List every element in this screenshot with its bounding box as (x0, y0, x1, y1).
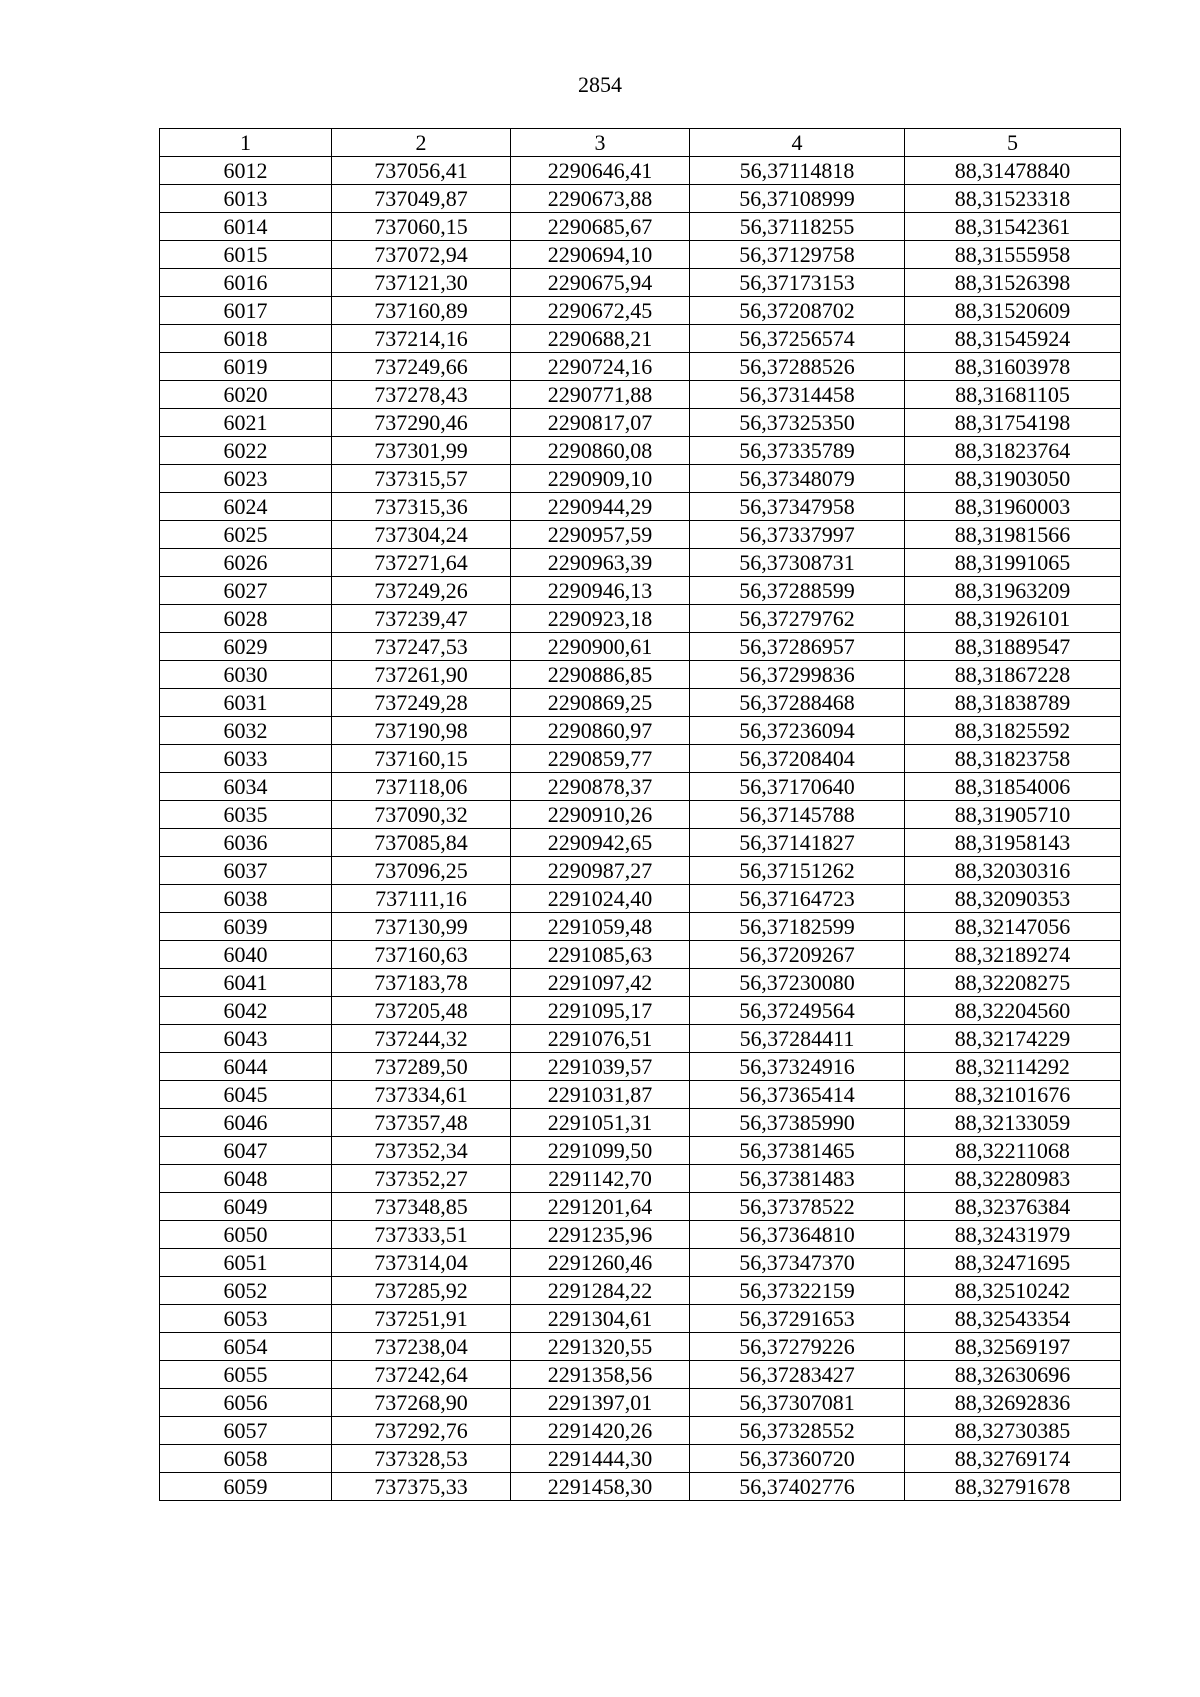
table-row (160, 549, 1121, 577)
table-row (160, 353, 1121, 381)
longitude-cell: 88,32204560 (905, 997, 1121, 1025)
table-row (160, 745, 1121, 773)
latitude-cell: 56,37308731 (690, 549, 905, 577)
x-coordinate-cell: 737060,15 (332, 213, 511, 241)
table-row (160, 269, 1121, 297)
point-number-cell: 6026 (160, 549, 332, 577)
table-row (160, 185, 1121, 213)
point-number-cell: 6019 (160, 353, 332, 381)
table-row (160, 521, 1121, 549)
x-coordinate-cell: 737239,47 (332, 605, 511, 633)
point-number-cell: 6056 (160, 1389, 332, 1417)
table-row (160, 829, 1121, 857)
latitude-cell: 56,37348079 (690, 465, 905, 493)
y-coordinate-cell: 2290672,45 (511, 297, 690, 325)
table-row (160, 241, 1121, 269)
latitude-cell: 56,37347370 (690, 1249, 905, 1277)
x-coordinate-cell: 737289,50 (332, 1053, 511, 1081)
y-coordinate-cell: 2290957,59 (511, 521, 690, 549)
y-coordinate-cell: 2291051,31 (511, 1109, 690, 1137)
table-row (160, 717, 1121, 745)
y-coordinate-cell: 2291085,63 (511, 941, 690, 969)
point-number-cell: 6021 (160, 409, 332, 437)
point-number-cell: 6046 (160, 1109, 332, 1137)
table-row (160, 1389, 1121, 1417)
longitude-cell: 88,32101676 (905, 1081, 1121, 1109)
table-row (160, 437, 1121, 465)
table-row (160, 773, 1121, 801)
table-row (160, 1221, 1121, 1249)
table-row (160, 1473, 1121, 1501)
point-number-cell: 6013 (160, 185, 332, 213)
point-number-cell: 6017 (160, 297, 332, 325)
x-coordinate-cell: 737249,28 (332, 689, 511, 717)
longitude-cell: 88,31960003 (905, 493, 1121, 521)
y-coordinate-cell: 2290685,67 (511, 213, 690, 241)
latitude-cell: 56,37279226 (690, 1333, 905, 1361)
point-number-cell: 6057 (160, 1417, 332, 1445)
latitude-cell: 56,37325350 (690, 409, 905, 437)
point-number-cell: 6050 (160, 1221, 332, 1249)
latitude-cell: 56,37236094 (690, 717, 905, 745)
x-coordinate-cell: 737049,87 (332, 185, 511, 213)
point-number-cell: 6016 (160, 269, 332, 297)
longitude-cell: 88,32030316 (905, 857, 1121, 885)
point-number-cell: 6045 (160, 1081, 332, 1109)
coordinates-table (159, 128, 1121, 1501)
point-number-cell: 6032 (160, 717, 332, 745)
x-coordinate-cell: 737072,94 (332, 241, 511, 269)
longitude-cell: 88,31981566 (905, 521, 1121, 549)
x-coordinate-cell: 737328,53 (332, 1445, 511, 1473)
x-coordinate-cell: 737357,48 (332, 1109, 511, 1137)
longitude-cell: 88,31823764 (905, 437, 1121, 465)
table-row (160, 493, 1121, 521)
latitude-cell: 56,37288526 (690, 353, 905, 381)
x-coordinate-cell: 737292,76 (332, 1417, 511, 1445)
x-coordinate-cell: 737278,43 (332, 381, 511, 409)
longitude-cell: 88,32569197 (905, 1333, 1121, 1361)
column-header-5: 5 (905, 129, 1121, 157)
y-coordinate-cell: 2290673,88 (511, 185, 690, 213)
table-header-row (160, 129, 1121, 157)
latitude-cell: 56,37284411 (690, 1025, 905, 1053)
x-coordinate-cell: 737301,99 (332, 437, 511, 465)
longitude-cell: 88,31478840 (905, 157, 1121, 185)
table-row (160, 1025, 1121, 1053)
longitude-cell: 88,32692836 (905, 1389, 1121, 1417)
longitude-cell: 88,32791678 (905, 1473, 1121, 1501)
x-coordinate-cell: 737290,46 (332, 409, 511, 437)
table-row (160, 1137, 1121, 1165)
x-coordinate-cell: 737315,36 (332, 493, 511, 521)
y-coordinate-cell: 2290869,25 (511, 689, 690, 717)
point-number-cell: 6022 (160, 437, 332, 465)
table-row (160, 1249, 1121, 1277)
y-coordinate-cell: 2290942,65 (511, 829, 690, 857)
latitude-cell: 56,37381483 (690, 1165, 905, 1193)
latitude-cell: 56,37170640 (690, 773, 905, 801)
latitude-cell: 56,37324916 (690, 1053, 905, 1081)
table-row (160, 997, 1121, 1025)
y-coordinate-cell: 2291059,48 (511, 913, 690, 941)
point-number-cell: 6053 (160, 1305, 332, 1333)
latitude-cell: 56,37381465 (690, 1137, 905, 1165)
x-coordinate-cell: 737205,48 (332, 997, 511, 1025)
point-number-cell: 6052 (160, 1277, 332, 1305)
point-number-cell: 6020 (160, 381, 332, 409)
x-coordinate-cell: 737251,91 (332, 1305, 511, 1333)
x-coordinate-cell: 737348,85 (332, 1193, 511, 1221)
x-coordinate-cell: 737314,04 (332, 1249, 511, 1277)
table-row (160, 913, 1121, 941)
table-row (160, 157, 1121, 185)
point-number-cell: 6029 (160, 633, 332, 661)
y-coordinate-cell: 2290860,08 (511, 437, 690, 465)
latitude-cell: 56,37307081 (690, 1389, 905, 1417)
x-coordinate-cell: 737130,99 (332, 913, 511, 941)
table-row (160, 1081, 1121, 1109)
longitude-cell: 88,32189274 (905, 941, 1121, 969)
longitude-cell: 88,31867228 (905, 661, 1121, 689)
y-coordinate-cell: 2290817,07 (511, 409, 690, 437)
table-row (160, 1277, 1121, 1305)
table-row (160, 1333, 1121, 1361)
longitude-cell: 88,31854006 (905, 773, 1121, 801)
latitude-cell: 56,37182599 (690, 913, 905, 941)
y-coordinate-cell: 2291097,42 (511, 969, 690, 997)
y-coordinate-cell: 2290878,37 (511, 773, 690, 801)
longitude-cell: 88,31603978 (905, 353, 1121, 381)
x-coordinate-cell: 737352,27 (332, 1165, 511, 1193)
point-number-cell: 6035 (160, 801, 332, 829)
latitude-cell: 56,37288599 (690, 577, 905, 605)
longitude-cell: 88,32376384 (905, 1193, 1121, 1221)
y-coordinate-cell: 2290909,10 (511, 465, 690, 493)
x-coordinate-cell: 737271,64 (332, 549, 511, 577)
point-number-cell: 6030 (160, 661, 332, 689)
x-coordinate-cell: 737160,15 (332, 745, 511, 773)
latitude-cell: 56,37299836 (690, 661, 905, 689)
point-number-cell: 6048 (160, 1165, 332, 1193)
point-number-cell: 6037 (160, 857, 332, 885)
table-row (160, 1109, 1121, 1137)
longitude-cell: 88,31526398 (905, 269, 1121, 297)
y-coordinate-cell: 2291142,70 (511, 1165, 690, 1193)
table-row (160, 409, 1121, 437)
table-row (160, 885, 1121, 913)
longitude-cell: 88,31958143 (905, 829, 1121, 857)
y-coordinate-cell: 2291095,17 (511, 997, 690, 1025)
latitude-cell: 56,37328552 (690, 1417, 905, 1445)
point-number-cell: 6047 (160, 1137, 332, 1165)
table-row (160, 633, 1121, 661)
point-number-cell: 6024 (160, 493, 332, 521)
longitude-cell: 88,31545924 (905, 325, 1121, 353)
latitude-cell: 56,37249564 (690, 997, 905, 1025)
table-row (160, 1053, 1121, 1081)
table-row (160, 1445, 1121, 1473)
point-number-cell: 6044 (160, 1053, 332, 1081)
x-coordinate-cell: 737090,32 (332, 801, 511, 829)
latitude-cell: 56,37279762 (690, 605, 905, 633)
y-coordinate-cell: 2290886,85 (511, 661, 690, 689)
x-coordinate-cell: 737268,90 (332, 1389, 511, 1417)
column-header-3: 3 (511, 129, 690, 157)
y-coordinate-cell: 2290944,29 (511, 493, 690, 521)
x-coordinate-cell: 737375,33 (332, 1473, 511, 1501)
y-coordinate-cell: 2290963,39 (511, 549, 690, 577)
point-number-cell: 6054 (160, 1333, 332, 1361)
y-coordinate-cell: 2291444,30 (511, 1445, 690, 1473)
x-coordinate-cell: 737085,84 (332, 829, 511, 857)
latitude-cell: 56,37364810 (690, 1221, 905, 1249)
latitude-cell: 56,37337997 (690, 521, 905, 549)
point-number-cell: 6028 (160, 605, 332, 633)
latitude-cell: 56,37402776 (690, 1473, 905, 1501)
latitude-cell: 56,37378522 (690, 1193, 905, 1221)
table-row (160, 577, 1121, 605)
y-coordinate-cell: 2290987,27 (511, 857, 690, 885)
table-row (160, 1193, 1121, 1221)
longitude-cell: 88,32730385 (905, 1417, 1121, 1445)
latitude-cell: 56,37208702 (690, 297, 905, 325)
column-header-1: 1 (160, 129, 332, 157)
longitude-cell: 88,31520609 (905, 297, 1121, 325)
y-coordinate-cell: 2291201,64 (511, 1193, 690, 1221)
y-coordinate-cell: 2290675,94 (511, 269, 690, 297)
point-number-cell: 6038 (160, 885, 332, 913)
table-row (160, 1165, 1121, 1193)
longitude-cell: 88,32208275 (905, 969, 1121, 997)
y-coordinate-cell: 2291024,40 (511, 885, 690, 913)
longitude-cell: 88,31838789 (905, 689, 1121, 717)
x-coordinate-cell: 737261,90 (332, 661, 511, 689)
x-coordinate-cell: 737315,57 (332, 465, 511, 493)
y-coordinate-cell: 2291099,50 (511, 1137, 690, 1165)
point-number-cell: 6042 (160, 997, 332, 1025)
x-coordinate-cell: 737249,26 (332, 577, 511, 605)
latitude-cell: 56,37286957 (690, 633, 905, 661)
longitude-cell: 88,32211068 (905, 1137, 1121, 1165)
y-coordinate-cell: 2291320,55 (511, 1333, 690, 1361)
point-number-cell: 6036 (160, 829, 332, 857)
y-coordinate-cell: 2291397,01 (511, 1389, 690, 1417)
longitude-cell: 88,31681105 (905, 381, 1121, 409)
latitude-cell: 56,37230080 (690, 969, 905, 997)
longitude-cell: 88,31823758 (905, 745, 1121, 773)
latitude-cell: 56,37108999 (690, 185, 905, 213)
table-row (160, 801, 1121, 829)
longitude-cell: 88,31523318 (905, 185, 1121, 213)
x-coordinate-cell: 737242,64 (332, 1361, 511, 1389)
latitude-cell: 56,37283427 (690, 1361, 905, 1389)
x-coordinate-cell: 737160,89 (332, 297, 511, 325)
latitude-cell: 56,37164723 (690, 885, 905, 913)
point-number-cell: 6025 (160, 521, 332, 549)
longitude-cell: 88,31889547 (905, 633, 1121, 661)
latitude-cell: 56,37335789 (690, 437, 905, 465)
y-coordinate-cell: 2290694,10 (511, 241, 690, 269)
table-body (160, 157, 1121, 1501)
longitude-cell: 88,32174229 (905, 1025, 1121, 1053)
longitude-cell: 88,32090353 (905, 885, 1121, 913)
latitude-cell: 56,37291653 (690, 1305, 905, 1333)
x-coordinate-cell: 737118,06 (332, 773, 511, 801)
table-row (160, 941, 1121, 969)
column-header-2: 2 (332, 129, 511, 157)
point-number-cell: 6018 (160, 325, 332, 353)
point-number-cell: 6055 (160, 1361, 332, 1389)
y-coordinate-cell: 2291458,30 (511, 1473, 690, 1501)
longitude-cell: 88,31905710 (905, 801, 1121, 829)
point-number-cell: 6012 (160, 157, 332, 185)
point-number-cell: 6039 (160, 913, 332, 941)
y-coordinate-cell: 2290688,21 (511, 325, 690, 353)
longitude-cell: 88,31963209 (905, 577, 1121, 605)
longitude-cell: 88,32510242 (905, 1277, 1121, 1305)
longitude-cell: 88,31991065 (905, 549, 1121, 577)
table-row (160, 213, 1121, 241)
table-row (160, 689, 1121, 717)
longitude-cell: 88,32630696 (905, 1361, 1121, 1389)
y-coordinate-cell: 2291039,57 (511, 1053, 690, 1081)
table-row (160, 969, 1121, 997)
y-coordinate-cell: 2290859,77 (511, 745, 690, 773)
x-coordinate-cell: 737304,24 (332, 521, 511, 549)
y-coordinate-cell: 2291031,87 (511, 1081, 690, 1109)
x-coordinate-cell: 737352,34 (332, 1137, 511, 1165)
table-row (160, 661, 1121, 689)
longitude-cell: 88,31754198 (905, 409, 1121, 437)
table-row (160, 605, 1121, 633)
point-number-cell: 6031 (160, 689, 332, 717)
table-row (160, 1417, 1121, 1445)
longitude-cell: 88,31926101 (905, 605, 1121, 633)
longitude-cell: 88,32431979 (905, 1221, 1121, 1249)
point-number-cell: 6051 (160, 1249, 332, 1277)
x-coordinate-cell: 737121,30 (332, 269, 511, 297)
y-coordinate-cell: 2290860,97 (511, 717, 690, 745)
y-coordinate-cell: 2290724,16 (511, 353, 690, 381)
latitude-cell: 56,37173153 (690, 269, 905, 297)
x-coordinate-cell: 737238,04 (332, 1333, 511, 1361)
table-row (160, 325, 1121, 353)
longitude-cell: 88,32114292 (905, 1053, 1121, 1081)
point-number-cell: 6014 (160, 213, 332, 241)
point-number-cell: 6027 (160, 577, 332, 605)
y-coordinate-cell: 2291235,96 (511, 1221, 690, 1249)
point-number-cell: 6049 (160, 1193, 332, 1221)
longitude-cell: 88,31555958 (905, 241, 1121, 269)
y-coordinate-cell: 2291260,46 (511, 1249, 690, 1277)
table-row (160, 1305, 1121, 1333)
point-number-cell: 6058 (160, 1445, 332, 1473)
longitude-cell: 88,32147056 (905, 913, 1121, 941)
x-coordinate-cell: 737096,25 (332, 857, 511, 885)
point-number-cell: 6043 (160, 1025, 332, 1053)
y-coordinate-cell: 2290771,88 (511, 381, 690, 409)
column-header-4: 4 (690, 129, 905, 157)
y-coordinate-cell: 2291358,56 (511, 1361, 690, 1389)
longitude-cell: 88,32280983 (905, 1165, 1121, 1193)
latitude-cell: 56,37145788 (690, 801, 905, 829)
latitude-cell: 56,37256574 (690, 325, 905, 353)
y-coordinate-cell: 2290900,61 (511, 633, 690, 661)
latitude-cell: 56,37314458 (690, 381, 905, 409)
x-coordinate-cell: 737285,92 (332, 1277, 511, 1305)
table-row (160, 381, 1121, 409)
latitude-cell: 56,37365414 (690, 1081, 905, 1109)
point-number-cell: 6041 (160, 969, 332, 997)
point-number-cell: 6040 (160, 941, 332, 969)
latitude-cell: 56,37288468 (690, 689, 905, 717)
point-number-cell: 6033 (160, 745, 332, 773)
x-coordinate-cell: 737183,78 (332, 969, 511, 997)
longitude-cell: 88,32133059 (905, 1109, 1121, 1137)
latitude-cell: 56,37347958 (690, 493, 905, 521)
longitude-cell: 88,32543354 (905, 1305, 1121, 1333)
latitude-cell: 56,37141827 (690, 829, 905, 857)
latitude-cell: 56,37322159 (690, 1277, 905, 1305)
point-number-cell: 6023 (160, 465, 332, 493)
point-number-cell: 6015 (160, 241, 332, 269)
table-row (160, 857, 1121, 885)
y-coordinate-cell: 2290910,26 (511, 801, 690, 829)
latitude-cell: 56,37129758 (690, 241, 905, 269)
y-coordinate-cell: 2290923,18 (511, 605, 690, 633)
point-number-cell: 6034 (160, 773, 332, 801)
table-row (160, 1361, 1121, 1389)
x-coordinate-cell: 737244,32 (332, 1025, 511, 1053)
latitude-cell: 56,37360720 (690, 1445, 905, 1473)
point-number-cell: 6059 (160, 1473, 332, 1501)
y-coordinate-cell: 2291304,61 (511, 1305, 690, 1333)
page-number: 2854 (578, 72, 622, 97)
longitude-cell: 88,31825592 (905, 717, 1121, 745)
x-coordinate-cell: 737190,98 (332, 717, 511, 745)
x-coordinate-cell: 737334,61 (332, 1081, 511, 1109)
x-coordinate-cell: 737249,66 (332, 353, 511, 381)
x-coordinate-cell: 737111,16 (332, 885, 511, 913)
y-coordinate-cell: 2290946,13 (511, 577, 690, 605)
longitude-cell: 88,31903050 (905, 465, 1121, 493)
longitude-cell: 88,31542361 (905, 213, 1121, 241)
table-row (160, 297, 1121, 325)
latitude-cell: 56,37385990 (690, 1109, 905, 1137)
x-coordinate-cell: 737214,16 (332, 325, 511, 353)
y-coordinate-cell: 2291420,26 (511, 1417, 690, 1445)
longitude-cell: 88,32471695 (905, 1249, 1121, 1277)
y-coordinate-cell: 2291284,22 (511, 1277, 690, 1305)
x-coordinate-cell: 737160,63 (332, 941, 511, 969)
latitude-cell: 56,37114818 (690, 157, 905, 185)
x-coordinate-cell: 737333,51 (332, 1221, 511, 1249)
longitude-cell: 88,32769174 (905, 1445, 1121, 1473)
x-coordinate-cell: 737056,41 (332, 157, 511, 185)
y-coordinate-cell: 2291076,51 (511, 1025, 690, 1053)
latitude-cell: 56,37151262 (690, 857, 905, 885)
latitude-cell: 56,37118255 (690, 213, 905, 241)
table-row (160, 465, 1121, 493)
latitude-cell: 56,37209267 (690, 941, 905, 969)
x-coordinate-cell: 737247,53 (332, 633, 511, 661)
y-coordinate-cell: 2290646,41 (511, 157, 690, 185)
latitude-cell: 56,37208404 (690, 745, 905, 773)
